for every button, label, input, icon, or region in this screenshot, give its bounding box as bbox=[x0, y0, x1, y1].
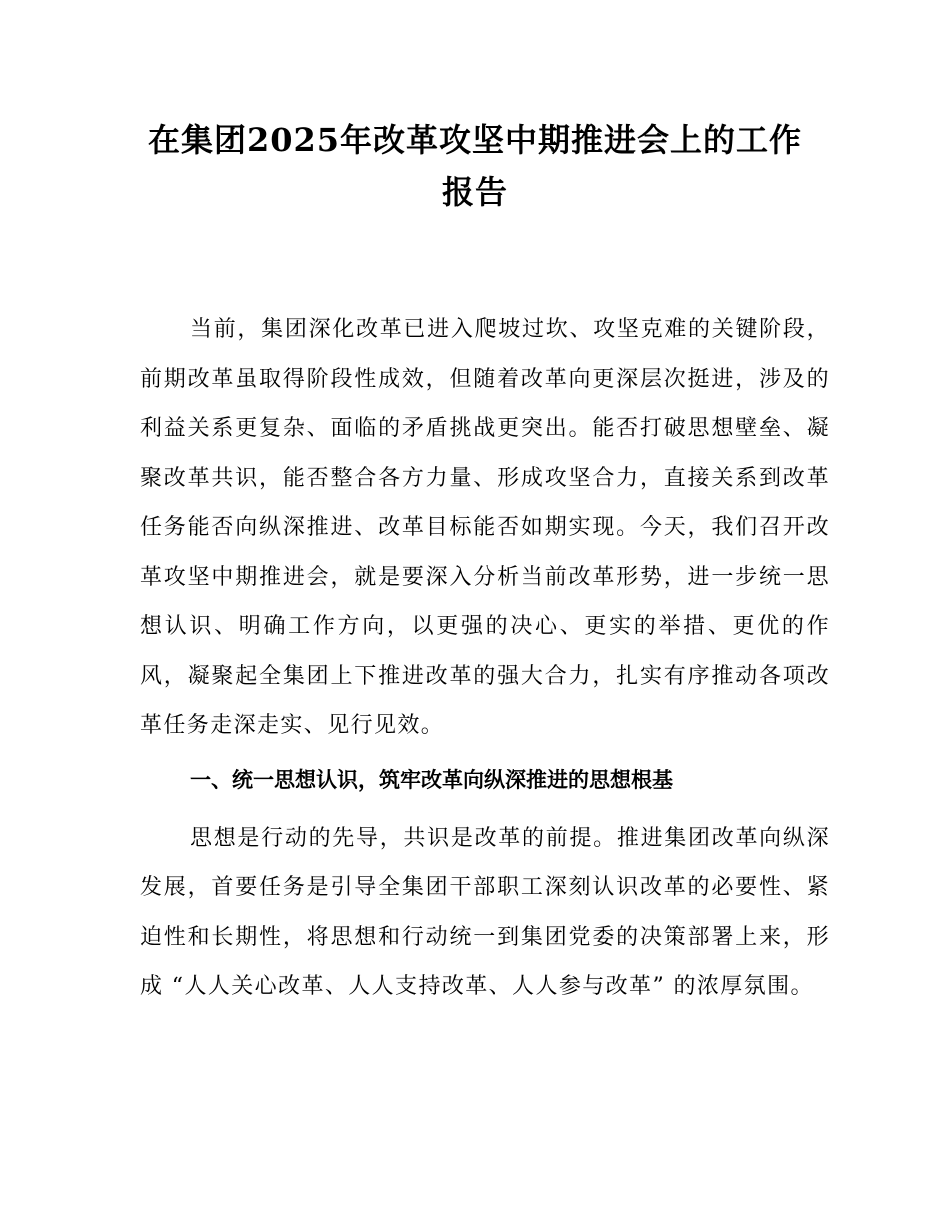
title-line-1: 在集团2025年改革攻坚中期推进会上的工作 bbox=[147, 121, 803, 159]
intro-paragraph: 当前，集团深化改革已进入爬坡过坎、攻坚克难的关键阶段，前期改革虽取得阶段性成效，但随着改革向更深层次挺进，涉及的利益关系更复杂、面临的矛盾挑战更突出。能否打破思想壁垒、凝聚改革共识，能否整合各方力量、形成攻坚合力，直接关系到改革任务能否向纵深推进、改革目标能否如期实现。今天，我们召开改革攻坚中期推进会，就是要深入分析当前改革形势，进一步统一思想认识、明确工作方向，以更强的决心、更实的举措、更优的作风，凝聚起全集团上下推进改革的强大合力，扎实有序推动各项改革任务走深走实、见行见效。 bbox=[140, 317, 830, 738]
title-line-2: 报告 bbox=[441, 173, 508, 211]
document-title bbox=[110, 114, 840, 218]
section-heading: 一、统一思想认识，筑牢改革向纵深推进的思想根基 bbox=[190, 767, 673, 792]
document-body bbox=[140, 305, 830, 1012]
section-paragraph: 思想是行动的先导，共识是改革的前提。推进集团改革向纵深发展，首要任务是引导全集团干部职工深刻认识改革的必要性、紧迫性和长期性，将思想和行动统一到集团党委的决策部署上来，形成 “人人关心改革、人人支持改革、人人参与改革” 的浓厚氛围。 bbox=[140, 825, 830, 999]
